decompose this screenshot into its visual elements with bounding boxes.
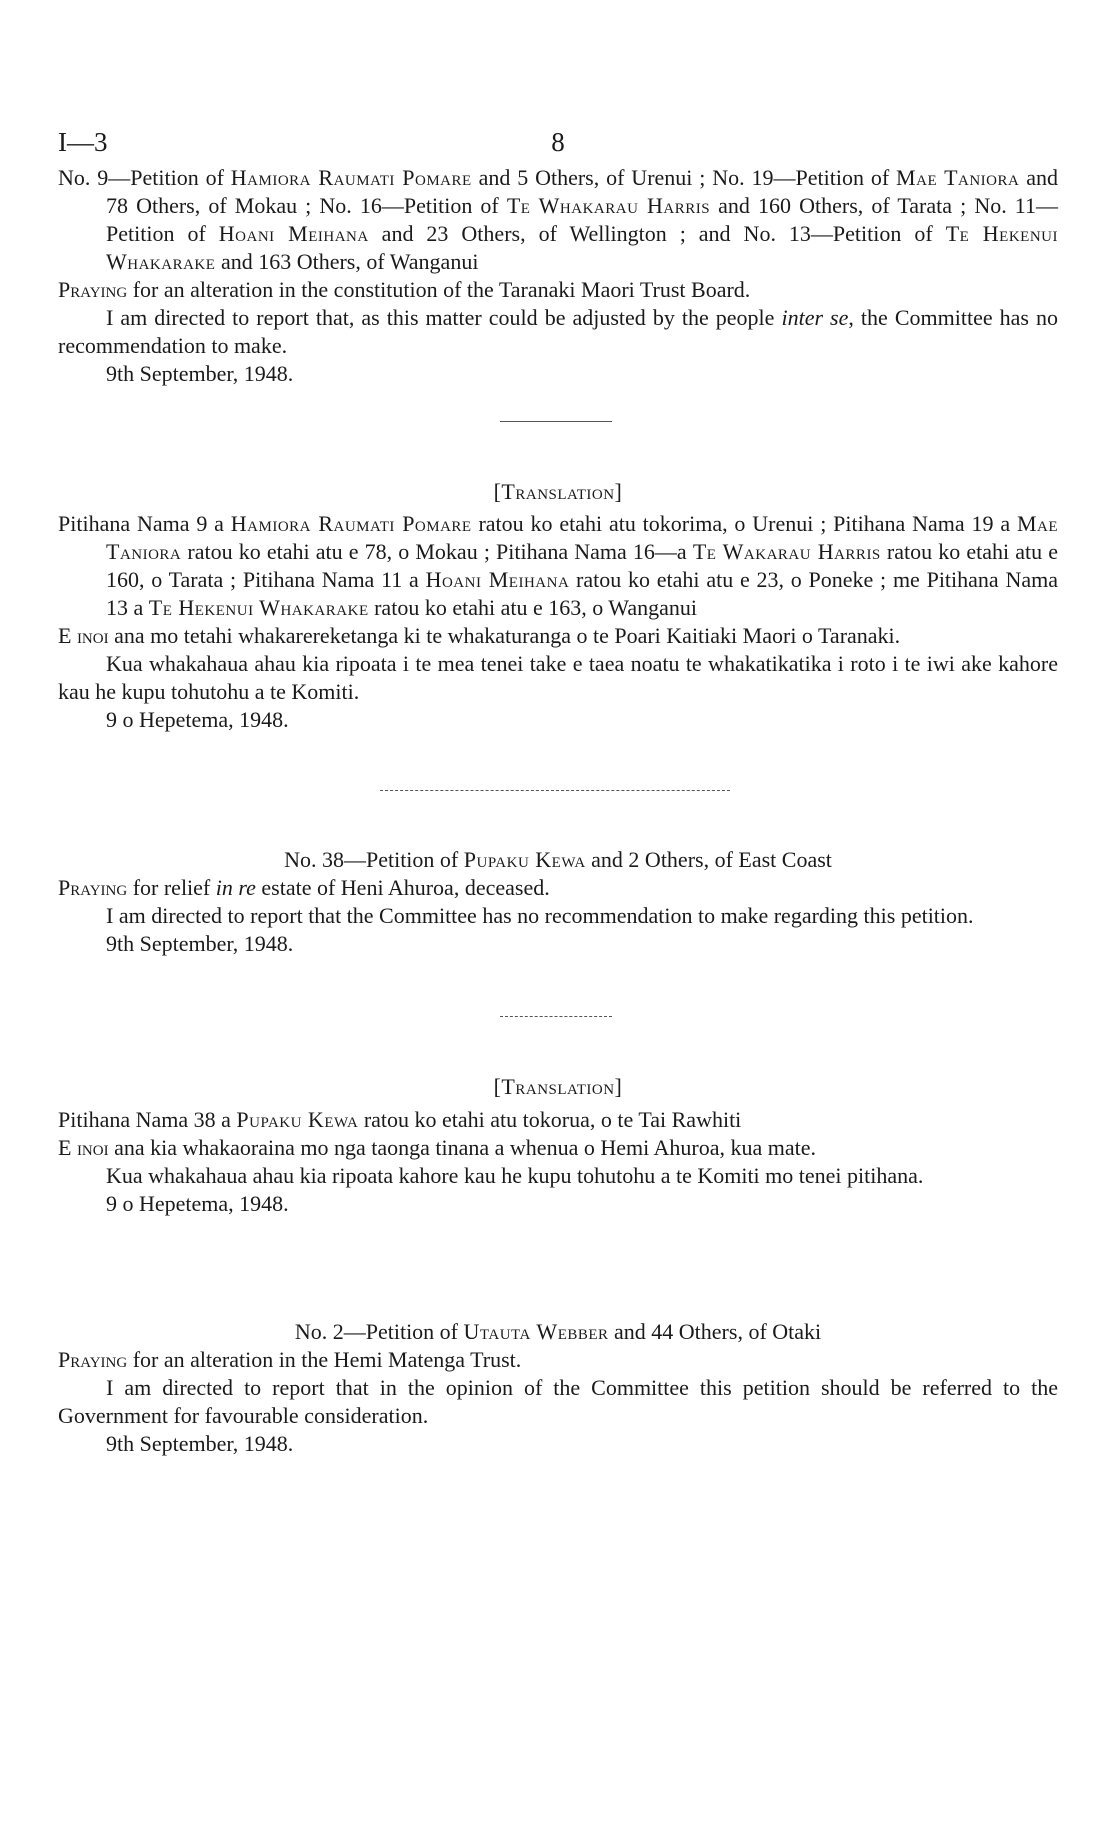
section-divider <box>500 421 612 422</box>
report-date: 9 o Hepetema, 1948. <box>106 707 289 732</box>
report-paragraph: Kua whakahaua ahau kia ripoata kahore kau he kupu tohutohu a te Komiti mo tenei pitihana. <box>106 1163 924 1188</box>
report-date: 9 o Hepetema, 1948. <box>106 1191 289 1216</box>
translation-heading: [Translation] <box>493 479 623 504</box>
report-paragraph: I am directed to report that the Committee has no recommendation to make regarding this petition. <box>106 903 974 928</box>
praying-paragraph: Praying for relief in re estate of Heni Ahuroa, deceased. <box>58 875 550 900</box>
praying-paragraph: E inoi ana mo tetahi whakarereketanga ki te whakaturanga o te Poari Kaitiaki Maori o Taranaki. <box>58 623 901 648</box>
page-number: 8 <box>551 127 565 157</box>
petition-title: Pitihana Nama 9 a Hamiora Raumati Pomare ratou ko etahi atu tokorima, o Urenui ; Pitihana Nama 19 a Mae Taniora ratou ko etahi atu e 78, o Mokau ; Pitihana Nama 16—a Te Wakarau Harris ratou ko etahi atu e 160, o Tarata ; Pitihana Nama 11 a Hoani Meihana ratou ko etahi atu e 23, o Poneke ; me Pitihana Nama 13 a Te Hekenui Whakarake ratou ko etahi atu e 163, o Wanganui <box>58 511 1058 620</box>
report-paragraph: I am directed to report that, as this matter could be adjusted by the people inter se, the Committee has no recommendation to make. <box>58 305 1058 358</box>
petition-section-1 <box>58 164 1058 388</box>
report-date: 9th September, 1948. <box>106 1431 294 1456</box>
praying-paragraph: Praying for an alteration in the Hemi Matenga Trust. <box>58 1347 522 1372</box>
report-paragraph: I am directed to report that in the opinion of the Committee this petition should be referred to the Government for favourable consideration. <box>58 1375 1058 1428</box>
page-header <box>58 128 1058 162</box>
petition-title: No. 9—Petition of Hamiora Raumati Pomare and 5 Others, of Urenui ; No. 19—Petition of Mae Taniora and 78 Others, of Mokau ; No. 16—Petition of Te Whakarau Harris and 160 Others, of Tarata ; No. 11—Petition of Hoani Meihana and 23 Others, of Wellington ; and No. 13—Petition of Te Hekenui Whakarake and 163 Others, of Wanganui <box>58 165 1058 274</box>
report-date: 9th September, 1948. <box>106 361 294 386</box>
section-divider <box>500 1016 612 1017</box>
report-paragraph: Kua whakahaua ahau kia ripoata i te mea tenei take e taea noatu te whakatikatika i roto i te iwi ake kahore kau he kupu tohutohu a te Komiti. <box>58 651 1058 704</box>
translation-section-1 <box>58 510 1058 734</box>
report-date: 9th September, 1948. <box>106 931 294 956</box>
petition-title: No. 2—Petition of Utauta Webber and 44 Others, of Otaki <box>294 1319 822 1344</box>
petition-section-3 <box>58 1318 1058 1458</box>
praying-paragraph: E inoi ana kia whakaoraina mo nga taonga tinana a whenua o Hemi Ahuroa, kua mate. <box>58 1135 816 1160</box>
petition-title: Pitihana Nama 38 a Pupaku Kewa ratou ko etahi atu tokorua, o te Tai Rawhiti <box>58 1107 742 1132</box>
translation-section-2 <box>58 1106 1058 1218</box>
petition-title: No. 38—Petition of Pupaku Kewa and 2 Others, of East Coast <box>284 847 832 872</box>
section-divider <box>380 790 730 791</box>
page-reference: I—3 <box>58 127 108 157</box>
praying-paragraph: Praying for an alteration in the constitution of the Taranaki Maori Trust Board. <box>58 277 751 302</box>
translation-heading: [Translation] <box>493 1074 623 1099</box>
petition-section-2 <box>58 846 1058 958</box>
